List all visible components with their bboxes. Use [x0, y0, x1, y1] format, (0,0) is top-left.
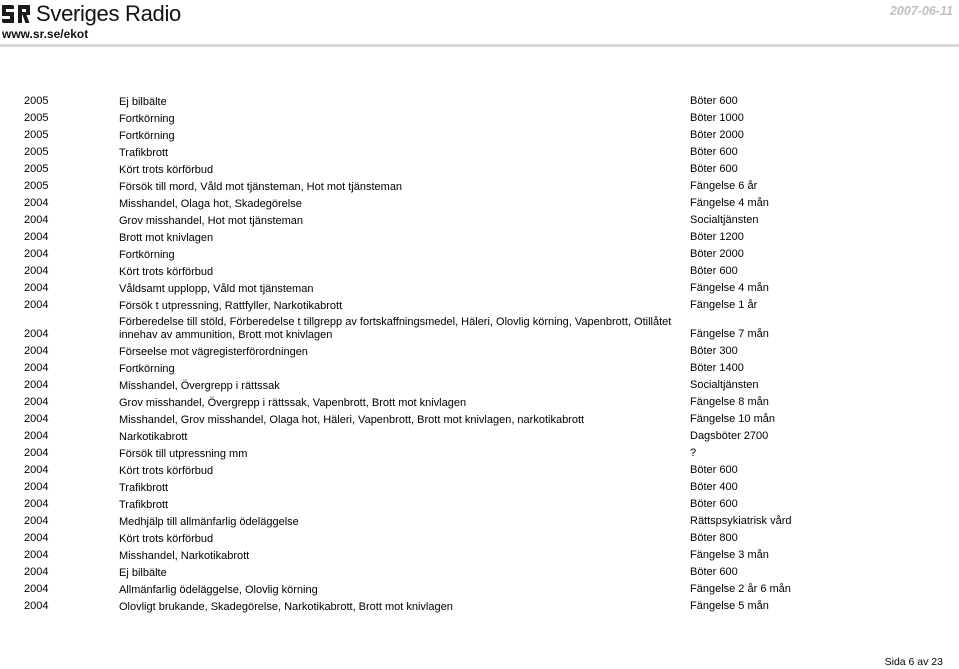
offense-cell: Försök till mord, Våld mot tjänsteman, Hot mot tjänsteman	[119, 180, 403, 193]
document-date: 2007-06-11	[889, 4, 953, 18]
sentence-cell: Böter 600	[690, 95, 738, 107]
sentence-cell: Böter 2000	[690, 129, 744, 141]
table-row	[0, 229, 959, 246]
year-cell: 2005	[24, 95, 49, 107]
sentence-cell: Fängelse 5 mån	[690, 600, 769, 612]
table-row	[0, 212, 959, 229]
year-cell: 2004	[24, 430, 49, 442]
offense-cell: Grov misshandel, Hot mot tjänsteman	[119, 214, 304, 227]
sentence-cell: Fängelse 4 mån	[690, 197, 769, 209]
year-cell: 2004	[24, 532, 49, 544]
sentence-cell: Böter 800	[690, 532, 738, 544]
offense-cell: Misshandel, Olaga hot, Skadegörelse	[119, 197, 302, 210]
offense-cell: Kört trots körförbud	[119, 532, 214, 545]
table-row	[0, 343, 959, 360]
table-row	[0, 195, 959, 212]
year-cell: 2004	[24, 231, 49, 243]
sentence-cell: Dagsböter 2700	[690, 430, 769, 442]
offense-cell: Kört trots körförbud	[119, 163, 214, 176]
table-row	[0, 93, 959, 110]
table-row	[0, 246, 959, 263]
header-divider	[0, 44, 959, 47]
year-cell: 2005	[24, 112, 49, 124]
sentence-cell: Rättspsykiatrisk vård	[690, 515, 792, 527]
table-row	[0, 297, 959, 314]
sr-logo-icon	[2, 4, 32, 24]
table-row	[0, 280, 959, 297]
offense-cell: Fortkörning	[119, 362, 175, 375]
sentence-cell: Fängelse 4 mån	[690, 282, 769, 294]
offense-cell: Kört trots körförbud	[119, 265, 214, 278]
table-row	[0, 479, 959, 496]
table-row	[0, 127, 959, 144]
year-cell: 2004	[24, 328, 49, 340]
table-row	[0, 110, 959, 127]
table-row	[0, 445, 959, 462]
sentence-cell: Fängelse 10 mån	[690, 413, 775, 425]
year-cell: 2004	[24, 248, 49, 260]
sentence-cell: Fängelse 1 år	[690, 299, 758, 311]
offense-cell: Fortkörning	[119, 248, 175, 261]
offense-cell: Narkotikabrott	[119, 430, 188, 443]
table-row	[0, 513, 959, 530]
table-row	[0, 263, 959, 280]
year-cell: 2004	[24, 299, 49, 311]
table-row	[0, 394, 959, 411]
offense-cell: Fortkörning	[119, 129, 175, 142]
year-cell: 2004	[24, 600, 49, 612]
sentence-cell: Socialtjänsten	[690, 379, 759, 391]
table-row	[0, 178, 959, 195]
sentence-cell: Böter 600	[690, 498, 738, 510]
year-cell: 2004	[24, 396, 49, 408]
year-cell: 2004	[24, 464, 49, 476]
year-cell: 2004	[24, 345, 49, 357]
sentence-cell: Böter 400	[690, 481, 738, 493]
offense-cell: Allmänfarlig ödeläggelse, Olovlig körning	[119, 583, 318, 596]
sentence-cell: Socialtjänsten	[690, 214, 759, 226]
offense-cell: Försök till utpressning mm	[119, 447, 248, 460]
sentence-cell: Fängelse 3 mån	[690, 549, 769, 561]
year-cell: 2004	[24, 282, 49, 294]
sentence-cell: Fängelse 6 år	[690, 180, 758, 192]
sentence-cell: Fängelse 8 mån	[690, 396, 769, 408]
table-row	[0, 360, 959, 377]
year-cell: 2004	[24, 498, 49, 510]
offense-cell: Medhjälp till allmänfarlig ödeläggelse	[119, 515, 299, 528]
table-row	[0, 411, 959, 428]
offense-cell: Förberedelse till stöld, Förberedelse t tillgrepp av fortskaffningsmedel, Häleri, Olovlig körning, Vapenbrott, Otillåtet innehav av ammunition, Brott mot knivlagen	[119, 316, 672, 341]
year-cell: 2004	[24, 362, 49, 374]
table-row	[0, 530, 959, 547]
table-row	[0, 581, 959, 598]
sentence-cell: Böter 600	[690, 464, 738, 476]
table-row	[0, 314, 959, 343]
sveriges-radio-logo	[2, 3, 181, 25]
year-cell: 2004	[24, 447, 49, 459]
table-row	[0, 428, 959, 445]
sentence-cell: Böter 2000	[690, 248, 744, 260]
offense-cell: Misshandel, Narkotikabrott	[119, 549, 250, 562]
year-cell: 2004	[24, 515, 49, 527]
offense-cell: Ej bilbälte	[119, 566, 167, 579]
sentence-cell: Fängelse 2 år 6 mån	[690, 583, 791, 595]
sentence-cell: Böter 600	[690, 163, 738, 175]
table-row	[0, 161, 959, 178]
offense-cell: Ej bilbälte	[119, 95, 167, 108]
year-cell: 2004	[24, 265, 49, 277]
table-row	[0, 377, 959, 394]
table-row	[0, 547, 959, 564]
offense-cell: Fortkörning	[119, 112, 175, 125]
year-cell: 2004	[24, 566, 49, 578]
offense-cell: Brott mot knivlagen	[119, 231, 214, 244]
offense-cell: Grov misshandel, Övergrepp i rättssak, Vapenbrott, Brott mot knivlagen	[119, 396, 467, 409]
year-cell: 2005	[24, 129, 49, 141]
sentence-cell: Böter 1200	[690, 231, 744, 243]
year-cell: 2004	[24, 549, 49, 561]
offense-cell: Trafikbrott	[119, 146, 169, 159]
offense-cell: Trafikbrott	[119, 481, 169, 494]
page-header	[0, 0, 959, 42]
year-cell: 2005	[24, 180, 49, 192]
sentence-cell: Böter 1400	[690, 362, 744, 374]
offense-cell: Våldsamt upplopp, Våld mot tjänsteman	[119, 282, 314, 295]
table-row	[0, 564, 959, 581]
sentence-cell: Böter 300	[690, 345, 738, 357]
offense-cell: Försök t utpressning, Rattfyller, Narkotikabrott	[119, 299, 343, 312]
year-cell: 2004	[24, 583, 49, 595]
page-number: Sida 6 av 23	[884, 656, 943, 668]
sentence-cell: Böter 600	[690, 566, 738, 578]
sentence-cell: Böter 1000	[690, 112, 744, 124]
offense-cell: Misshandel, Grov misshandel, Olaga hot, Häleri, Vapenbrott, Brott mot knivlagen, narkotikabrott	[119, 413, 585, 426]
year-cell: 2005	[24, 163, 49, 175]
sentence-cell: Böter 600	[690, 146, 738, 158]
brand-name: Sveriges Radio	[36, 1, 181, 26]
year-cell: 2004	[24, 481, 49, 493]
offense-cell: Olovligt brukande, Skadegörelse, Narkotikabrott, Brott mot knivlagen	[119, 600, 453, 613]
year-cell: 2005	[24, 146, 49, 158]
offense-cell: Förseelse mot vägregisterförordningen	[119, 345, 308, 358]
verdict-table	[0, 93, 959, 615]
offense-cell: Kört trots körförbud	[119, 464, 214, 477]
table-row	[0, 598, 959, 615]
table-row	[0, 462, 959, 479]
table-row	[0, 144, 959, 161]
site-url[interactable]: www.sr.se/ekot	[2, 27, 89, 41]
offense-cell: Misshandel, Övergrepp i rättssak	[119, 379, 280, 392]
sentence-cell: Fängelse 7 mån	[690, 328, 769, 340]
table-row	[0, 496, 959, 513]
year-cell: 2004	[24, 379, 49, 391]
sentence-cell: Böter 600	[690, 265, 738, 277]
offense-cell: Trafikbrott	[119, 498, 169, 511]
year-cell: 2004	[24, 197, 49, 209]
year-cell: 2004	[24, 214, 49, 226]
sentence-cell: ?	[690, 447, 697, 459]
year-cell: 2004	[24, 413, 49, 425]
